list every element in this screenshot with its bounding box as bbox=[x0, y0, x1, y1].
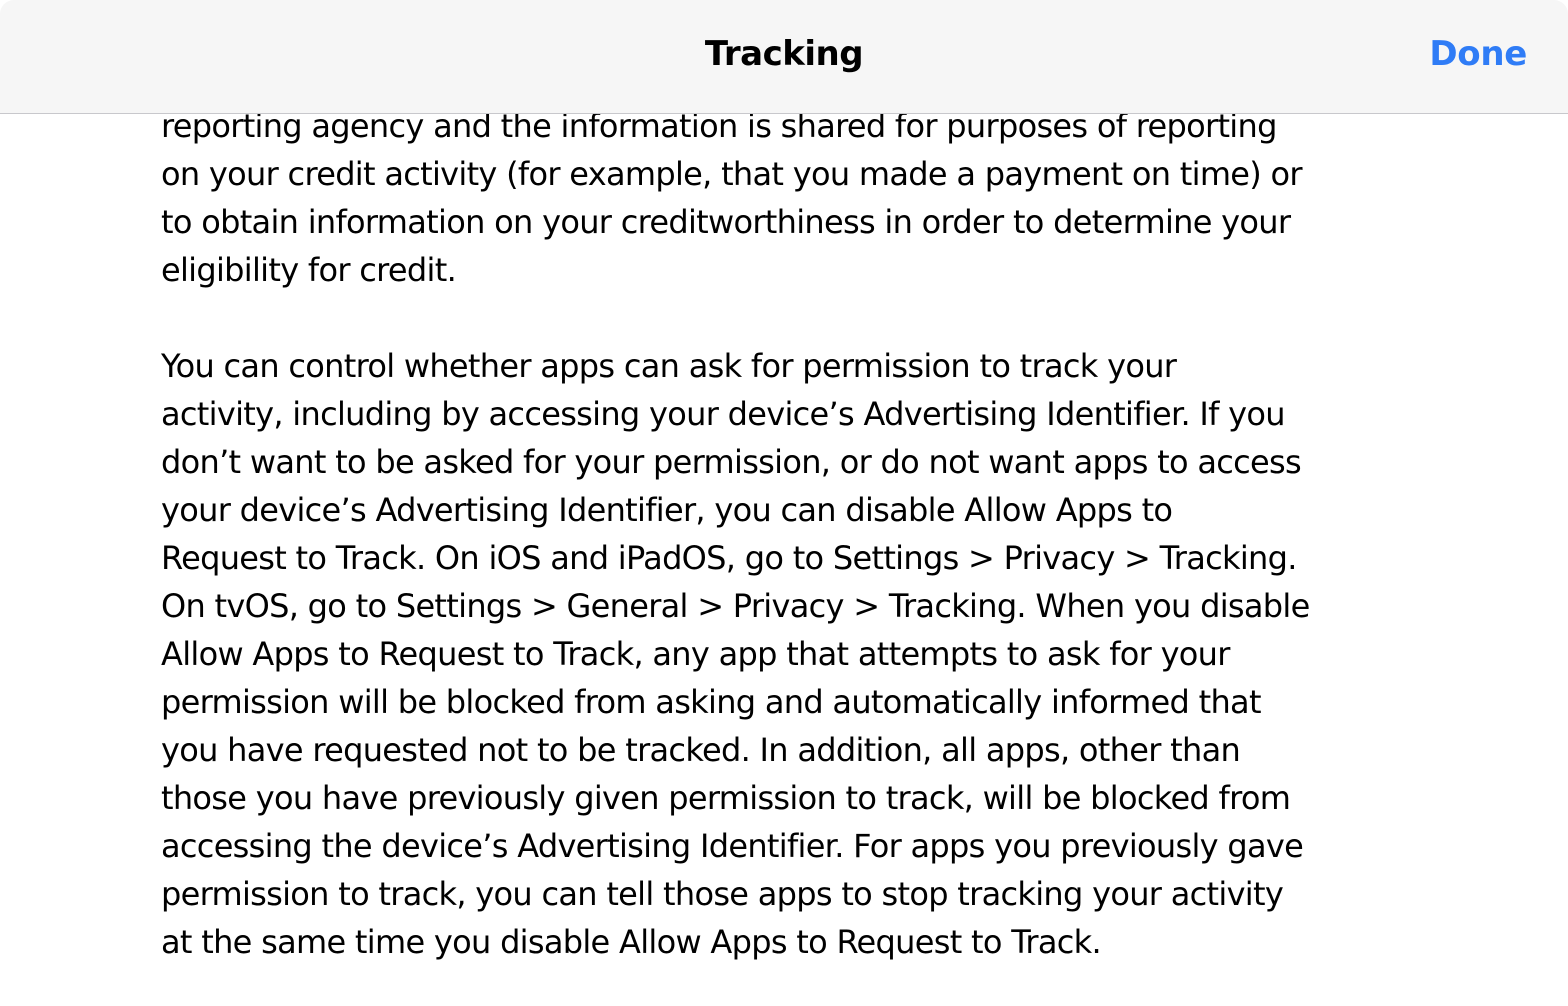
paragraph-credit-reporting: reporting agency and the information is shared for purposes of reporting on your credit activity (for example, that you made a payment on time) or to obtain information on your creditworthiness in order to determine your eligibility for credit. bbox=[161, 114, 1302, 289]
paragraph-tracking-control: You can control whether apps can ask for permission to track your activity, including by accessing your device’s Advertising Identifier. If you don’t want to be asked for your permission, or do not want apps to access your device’s Advertising Identifier, you can disable Allow Apps to Request to Track. On iOS and iPadOS, go to Settings > Privacy > Tracking. On tvOS, go to Settings > General > Privacy > Tracking. When you disable Allow Apps to Request to Track, any app that attempts to ask for your permission will be blocked from asking and automatically informed that you have requested not to be tracked. In addition, all apps, other than those you have previously given permission to track, will be blocked from accessing the device’s Advertising Identifier. For apps you previously gave permission to track, you can tell those apps to stop tracking your activity at the same time you disable Allow Apps to Request to Track. bbox=[161, 347, 1310, 961]
scrollable-content[interactable] bbox=[0, 114, 1568, 1006]
page-title: Tracking bbox=[704, 34, 864, 74]
done-button[interactable]: Done bbox=[1429, 34, 1527, 74]
navigation-bar bbox=[0, 0, 1568, 114]
privacy-text bbox=[161, 114, 1426, 1006]
